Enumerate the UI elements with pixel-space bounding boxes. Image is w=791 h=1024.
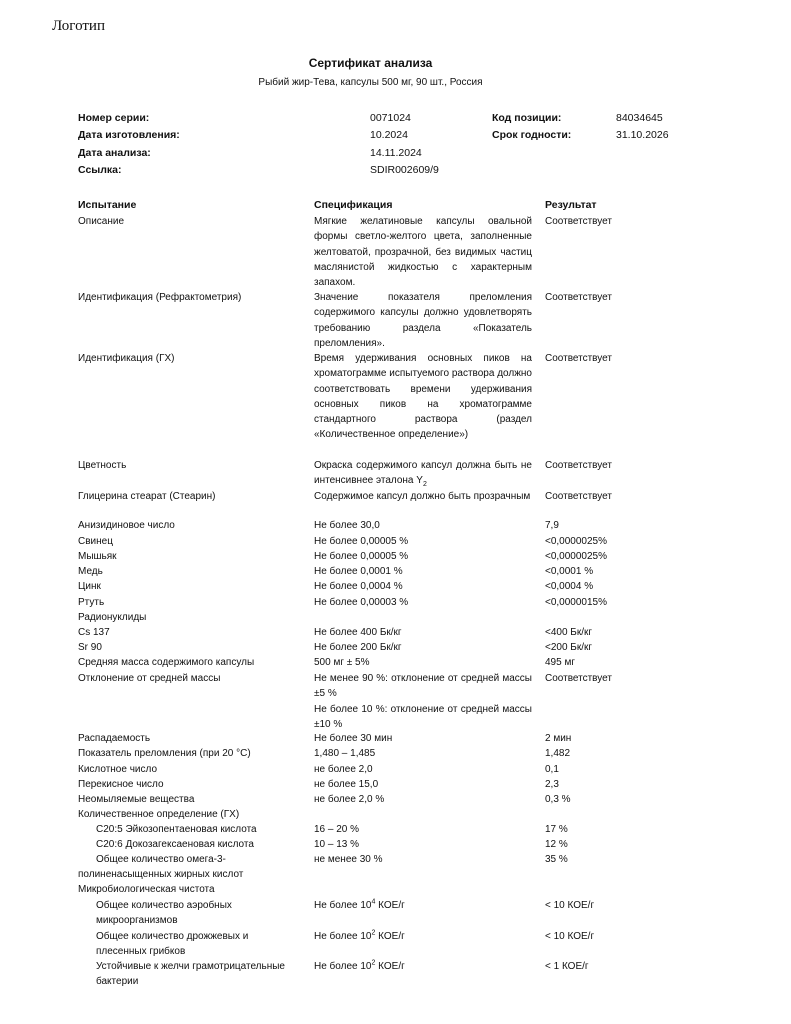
test-name: Мышьяк (78, 551, 117, 562)
specification: Не более 0,00003 % (314, 597, 409, 608)
test-name: Цветность (78, 460, 127, 471)
specification: 1,480 – 1,485 (314, 748, 376, 759)
batch-value: 0071024 (370, 112, 411, 124)
column-header-spec: Спецификация (314, 199, 393, 211)
expiry-label: Срок годности: (492, 129, 572, 141)
result: < 1 КОЕ/г (545, 961, 589, 972)
reference-label: Ссылка: (78, 164, 122, 176)
test-name: Средняя масса содержимого капсулы (78, 657, 255, 668)
test-name: Медь (78, 566, 103, 577)
test-name: Идентификация (ГХ) (78, 353, 175, 364)
test-name: Глицерина стеарат (Стеарин) (78, 491, 216, 502)
test-name: Общее количество дрожжевых и плесенных грибков (96, 931, 249, 958)
test-name: Cs 137 (78, 627, 110, 638)
specification: Не более 400 Бк/кг (314, 627, 402, 638)
test-name: Свинец (78, 536, 113, 547)
specification: Мягкие желатиновые капсулы овальной формы светло-желтого цвета, заполненные желтоватой, прозрачной, без видимых частиц маслянистой жидкостью с характерным запахом. (314, 216, 532, 289)
test-name: Описание (78, 216, 125, 227)
test-group-name: Микробиологическая чистота (78, 884, 215, 895)
test-name: Общее количество омега-3-полиненасыщенных жирных кислот (78, 854, 244, 881)
specification: Не более 0,0004 % (314, 581, 403, 592)
test-name: Перекисное число (78, 779, 164, 790)
document-title: Сертификат анализа (308, 56, 433, 70)
test-name: Ртуть (78, 597, 105, 608)
test-group-name: Количественное определение (ГХ) (78, 809, 240, 820)
result: Соответствует (545, 292, 612, 303)
result: 495 мг (545, 657, 575, 668)
result: 7,9 (545, 520, 559, 531)
result: 35 % (545, 854, 568, 865)
specification: Не более $10^2$ КОЕ/г (314, 959, 405, 972)
result: <0,0001 % (545, 566, 594, 577)
specification: Не более 30,0 (314, 520, 380, 531)
specification: Не более 0,00005 % (314, 551, 409, 562)
column-header-test: Испытание (78, 199, 137, 211)
test-name: Анизидиновое число (78, 520, 175, 531)
logo-placeholder: Логотип (52, 18, 105, 34)
test-name: Sr 90 (78, 642, 102, 653)
column-header-result: Результат (545, 199, 597, 211)
result: 2 мин (545, 733, 572, 744)
result: <200 Бк/кг (545, 642, 593, 653)
test-name: Идентификация (Рефрактометрия) (78, 292, 242, 303)
test-name: Неомыляемые вещества (78, 794, 195, 805)
result: 0,3 % (545, 794, 571, 805)
specification: не более 15,0 (314, 779, 379, 790)
specification: Не более 200 Бк/кг (314, 642, 402, 653)
test-name: C20:5 Эйкозопентаеновая кислота (96, 824, 257, 835)
test-group-name: Радионуклиды (78, 612, 147, 623)
position-value: 84034645 (616, 112, 663, 124)
expiry-value: 31.10.2026 (616, 129, 669, 141)
specification: Содержимое капсул должно быть прозрачным (314, 491, 531, 502)
result: 2,3 (545, 779, 559, 790)
mfg-date-label: Дата изготовления: (78, 129, 180, 141)
test-name: Отклонение от средней массы (78, 673, 221, 684)
specification: Не более 30 мин (314, 733, 393, 744)
specification: Время удерживания основных пиков на хроматограмме испытуемого раствора должно соответствовать времени удерживания основных пиков на хроматограмме стандартного раствора (раздел «Количественное определение») (314, 353, 532, 441)
analysis-date-label: Дата анализа: (78, 147, 151, 159)
specification: не более 2,0 (314, 764, 373, 775)
specification: Не более $10^2$ КОЕ/г (314, 929, 405, 942)
specification: 16 – 20 % (314, 824, 360, 835)
result: Соответствует (545, 353, 612, 364)
batch-label: Номер серии: (78, 112, 150, 124)
result: Соответствует (545, 216, 612, 227)
result: < 10 КОЕ/г (545, 931, 595, 942)
specification: не менее 30 % (314, 854, 383, 865)
result: Соответствует (545, 460, 612, 471)
test-name: Цинк (78, 581, 101, 592)
specification: Не менее 90 %: отклонение от средней массы ±5 % Не более 10 %: отклонение от средней массы ±10 % (314, 673, 532, 730)
result: 17 % (545, 824, 568, 835)
test-name: Распадаемость (78, 733, 151, 744)
mfg-date-value: 10.2024 (370, 129, 408, 141)
test-name: Кислотное число (78, 764, 158, 775)
specification: не более 2,0 % (314, 794, 385, 805)
test-name: C20:6 Докозагексаеновая кислота (96, 839, 254, 850)
result: <0,0000015% (545, 597, 608, 608)
analysis-date-value: 14.11.2024 (370, 147, 422, 159)
specification: Не более 0,00005 % (314, 536, 409, 547)
specification: Не более 0,0001 % (314, 566, 403, 577)
test-name: Общее количество аэробных микроорганизмов (96, 900, 232, 927)
result: < 10 КОЕ/г (545, 900, 595, 911)
result: <400 Бк/кг (545, 627, 593, 638)
result: Соответствует (545, 491, 612, 502)
document-subtitle: Рыбий жир-Тева, капсулы 500 мг, 90 шт., Россия (258, 77, 483, 88)
specification: Значение показателя преломления содержимого капсулы должно удовлетворять требованию раздела «Показатель преломления». (314, 292, 532, 349)
result: 0,1 (545, 764, 559, 775)
result: <0,0000025% (545, 551, 608, 562)
result: 12 % (545, 839, 568, 850)
result: <0,0004 % (545, 581, 594, 592)
specification: Не более $10^4$ КОЕ/г (314, 898, 405, 911)
test-name: Показатель преломления (при 20 °C) (78, 748, 251, 759)
result: 1,482 (545, 748, 571, 759)
specification: 10 – 13 % (314, 839, 360, 850)
result: Соответствует (545, 673, 612, 684)
result: <0,0000025% (545, 536, 608, 547)
test-name: Устойчивые к желчи грамотрицательные бактерии (96, 961, 285, 988)
position-label: Код позиции: (492, 112, 562, 124)
reference-value: SDIR002609/9 (370, 164, 439, 176)
specification: 500 мг ± 5% (314, 657, 370, 668)
specification: Окраска содержимого капсул должна быть не интенсивнее эталона $Y_2$ (314, 460, 532, 489)
